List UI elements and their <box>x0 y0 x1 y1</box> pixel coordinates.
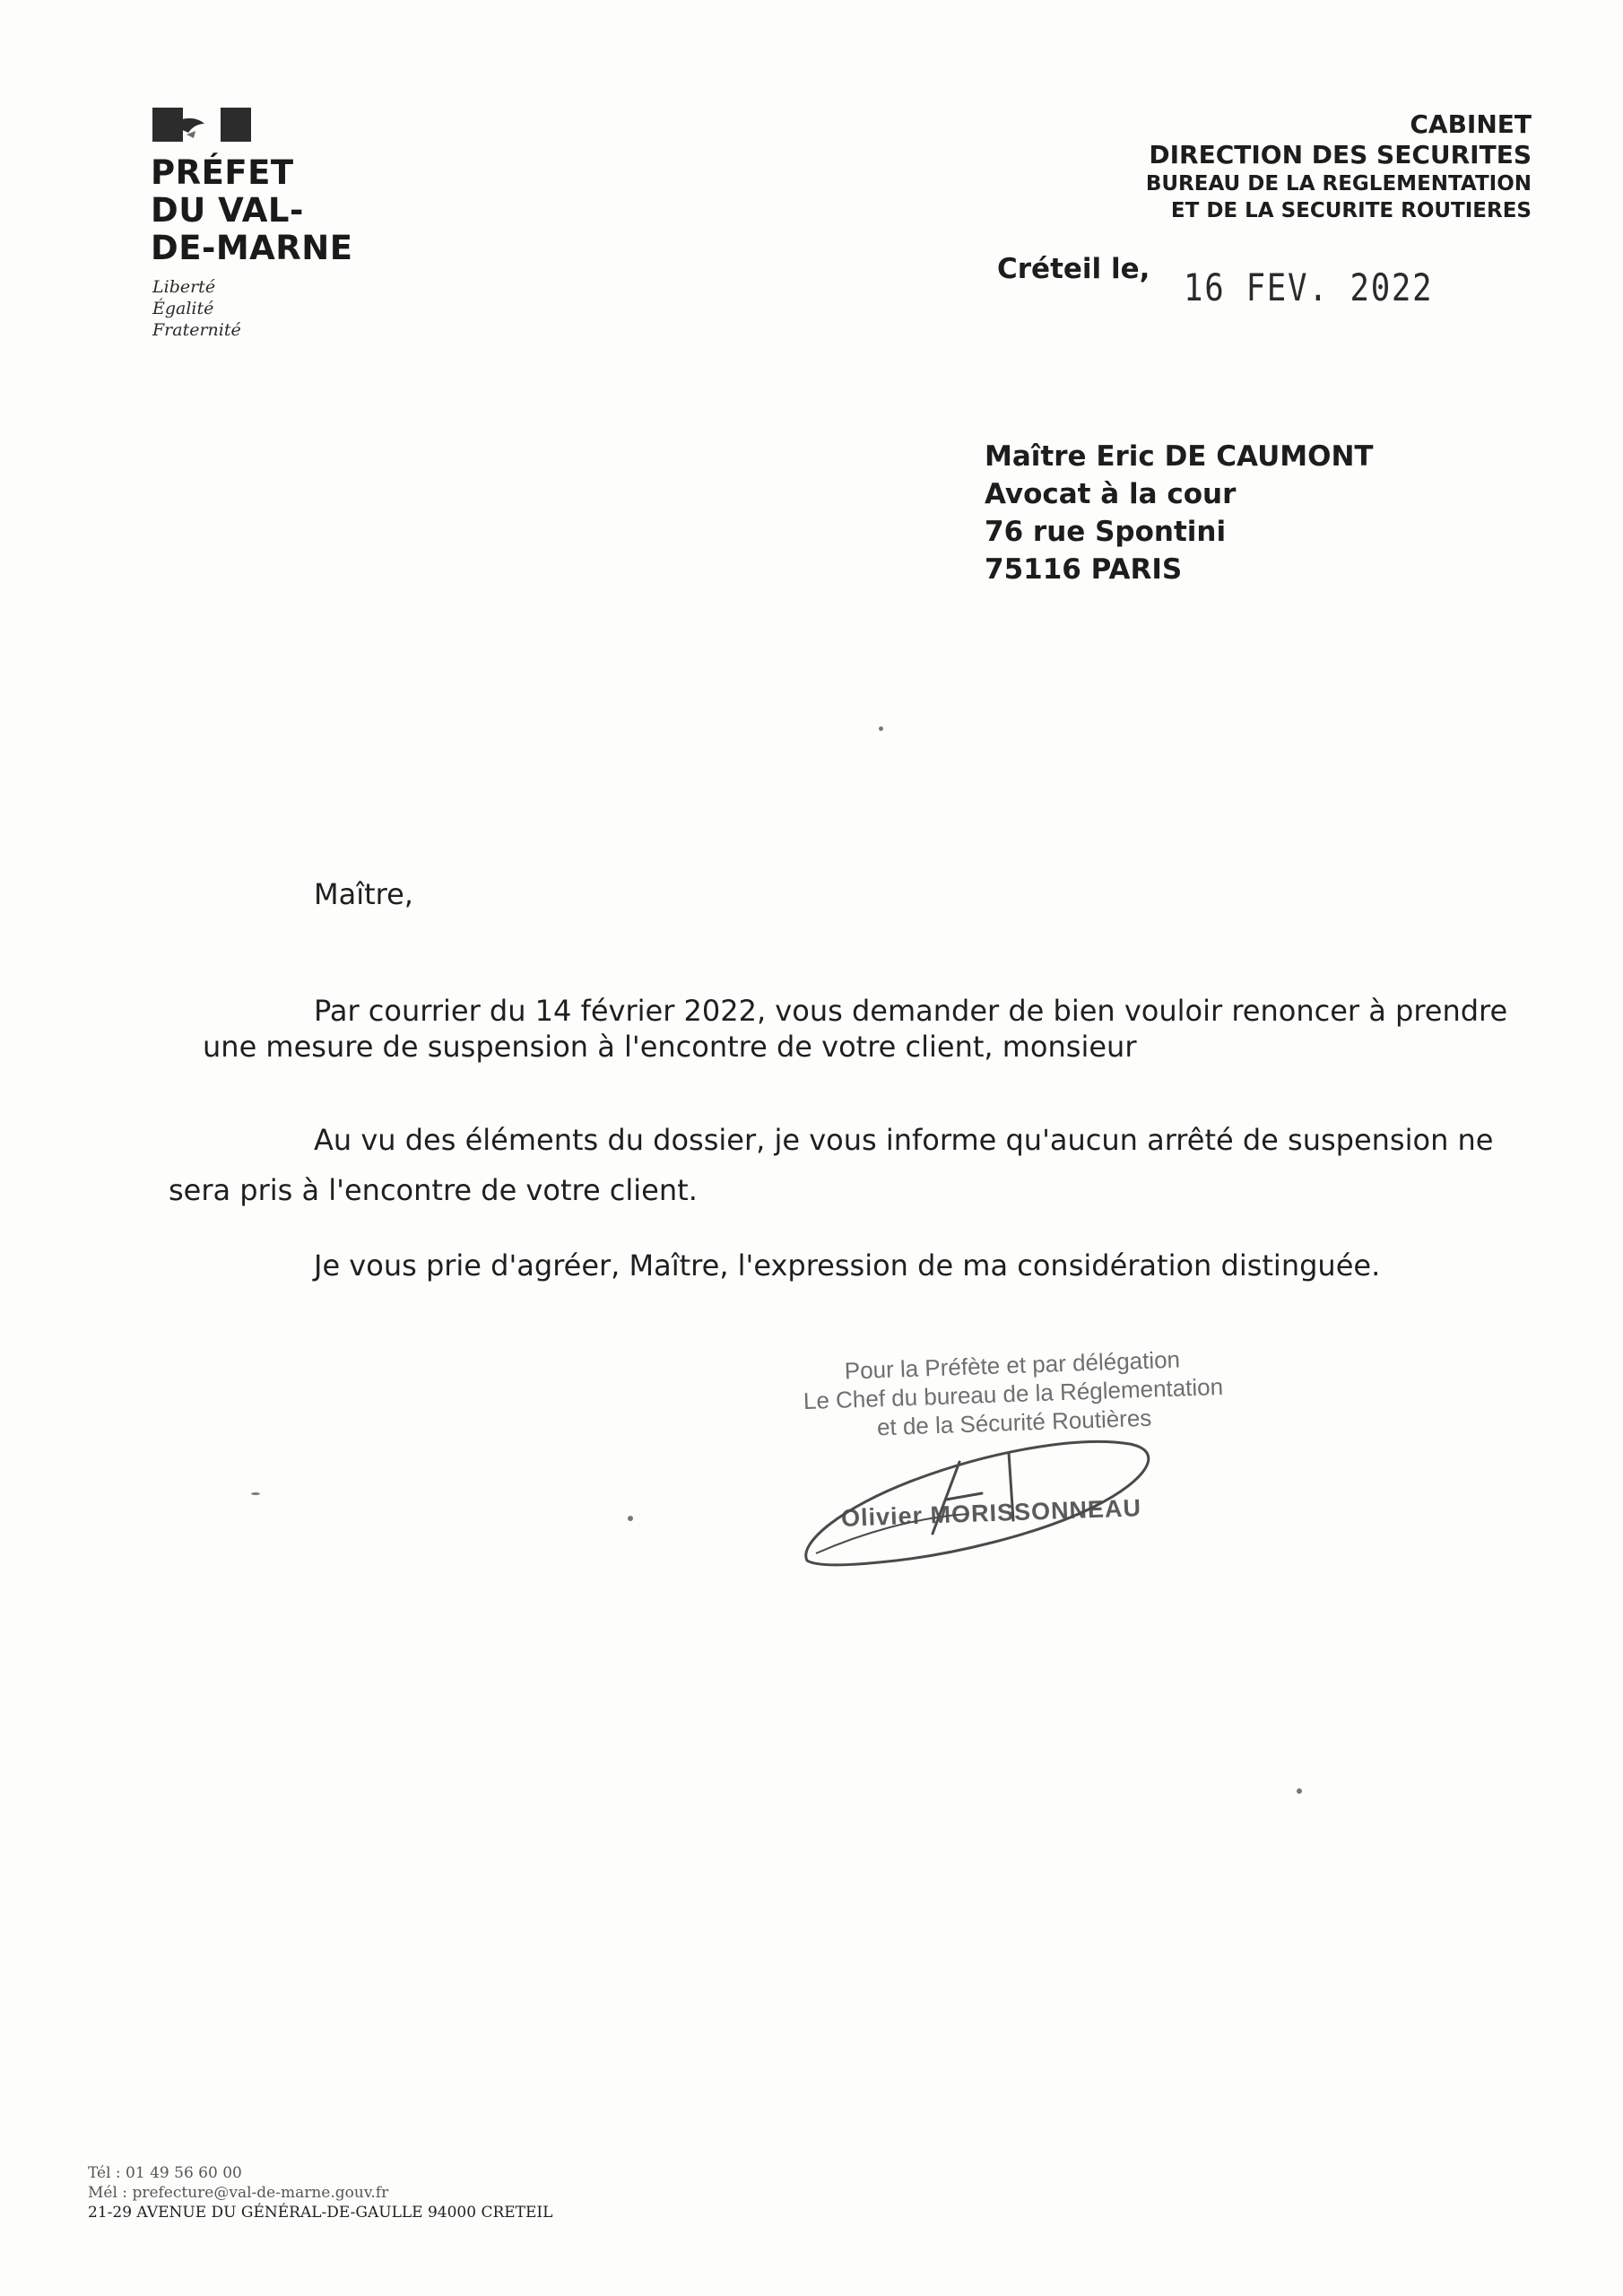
institution-line: DU VAL- <box>151 191 304 230</box>
handwritten-signature <box>789 1399 1202 1578</box>
place-label: Créteil le, <box>997 253 1150 285</box>
scan-speck <box>628 1516 633 1521</box>
scan-speck <box>879 726 883 731</box>
recipient-name: Maître Eric DE CAUMONT <box>985 440 1374 473</box>
institution-line: PRÉFET <box>151 153 294 192</box>
service-heading <box>1146 109 1532 224</box>
date-stamp: 16 FEV. 2022 <box>1184 265 1434 309</box>
paragraph-2-line-1: Au vu des éléments du dossier, je vous informe qu'aucun arrêté de suspension ne <box>314 1123 1494 1157</box>
paragraph-2-line-2: sera pris à l'encontre de votre client. <box>169 1173 698 1207</box>
institution-line: DE-MARNE <box>151 229 353 267</box>
footer-phone: Tél : 01 49 56 60 00 <box>88 2164 242 2182</box>
stamp-line: Le Chef du bureau de la Réglementation <box>803 1372 1224 1415</box>
recipient-title: Avocat à la cour <box>985 478 1237 510</box>
closing-formula: Je vous prie d'agréer, Maître, l'expression de ma considération distinguée. <box>314 1248 1381 1283</box>
paragraph-1-line-2: une mesure de suspension à l'encontre de votre client, monsieur <box>203 1030 1137 1064</box>
service-line-securite: ET DE LA SECURITE ROUTIERES <box>1170 199 1532 222</box>
paragraph-1-line-1: Par courrier du 14 février 2022, vous demander de bien vouloir renoncer à prendre <box>314 994 1508 1028</box>
motto-egalite: Égalité <box>152 299 214 318</box>
motto-liberte: Liberté <box>152 277 216 297</box>
footer-email: Mél : prefecture@val-de-marne.gouv.fr <box>88 2184 389 2202</box>
marianne-logo <box>152 108 251 142</box>
footer-contact <box>88 2163 552 2222</box>
recipient-street: 76 rue Spontini <box>985 516 1227 548</box>
republic-motto <box>152 276 241 341</box>
service-line-cabinet: CABINET <box>1410 109 1532 139</box>
service-line-direction: DIRECTION DES SECURITES <box>1149 140 1532 170</box>
scan-speck <box>251 1492 260 1495</box>
signatory-name: Olivier MORISSONNEAU <box>840 1494 1142 1532</box>
salutation: Maître, <box>314 877 413 911</box>
motto-fraternite: Fraternité <box>152 320 241 340</box>
service-line-bureau: BUREAU DE LA REGLEMENTATION <box>1145 172 1532 196</box>
recipient-city: 75116 PARIS <box>985 553 1183 586</box>
footer-address: 21-29 AVENUE DU GÉNÉRAL-DE-GAULLE 94000 CRETEIL <box>88 2204 553 2222</box>
stamp-line: Pour la Préfète et par délégation <box>844 1345 1181 1385</box>
scan-speck <box>1297 1788 1302 1794</box>
recipient-address <box>985 438 1374 588</box>
stamp-line: et de la Sécurité Routières <box>876 1404 1152 1441</box>
institution-title <box>151 154 353 267</box>
